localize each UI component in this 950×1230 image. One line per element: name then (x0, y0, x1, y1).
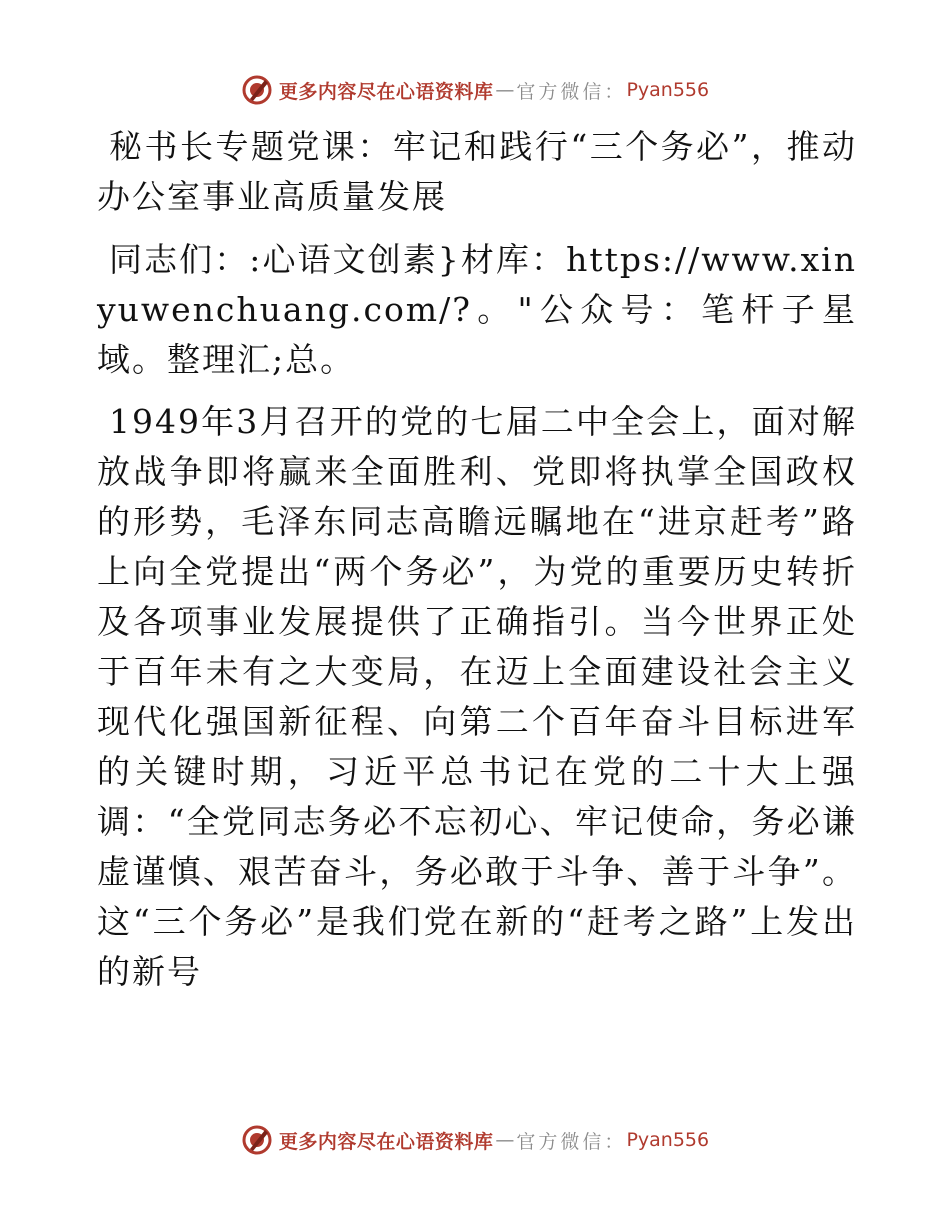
footer-banner (0, 1122, 950, 1158)
banner-text: 更多内容尽在心语资料库 (278, 80, 494, 103)
banner-dash: — (495, 1129, 515, 1151)
document-content (97, 122, 857, 997)
banner-text: 更多内容尽在心语资料库 (278, 1130, 494, 1153)
greeting-paragraph: 同志们：:心语文创素}材库：https://www.xinyuwenchuang.com/?。"公众号：笔杆子星域。整理汇;总。 (97, 240, 857, 379)
red-circle-pen-logo-icon (241, 74, 273, 106)
red-circle-pen-logo-icon (241, 1124, 273, 1156)
banner-wechat-label: 官方微信： (516, 80, 627, 103)
banner-wechat-id: Pyan556 (626, 1129, 710, 1151)
banner-wechat-label: 官方微信： (516, 1130, 627, 1153)
body-paragraph: 1949年3月召开的党的七届二中全会上，面对解放战争即将赢来全面胜利、党即将执掌全国政权的形势，毛泽东同志高瞻远瞩地在“进京赶考”路上向全党提出“两个务必”，为党的重要历史转折及各项事业发展提供了正确指引。当今世界正处于百年未有之大变局，在迈上全面建设社会主义现代化强国新征程、向第二个百年奋斗目标进军的关键时期，习近平总书记在党的二十大上强调：“全党同志务必不忘初心、牢记使命，务必谦虚谨慎、艰苦奋斗，务必敢于斗争、善于斗争”。这“三个务必”是我们党在新的“赶考之路”上发出的新号 (97, 402, 857, 991)
banner-wechat-id: Pyan556 (626, 79, 710, 101)
header-banner (0, 72, 950, 108)
document-title: 秘书长专题党课：牢记和践行“三个务必”，推动办公室事业高质量发展 (97, 127, 857, 216)
banner-dash: — (495, 79, 515, 101)
